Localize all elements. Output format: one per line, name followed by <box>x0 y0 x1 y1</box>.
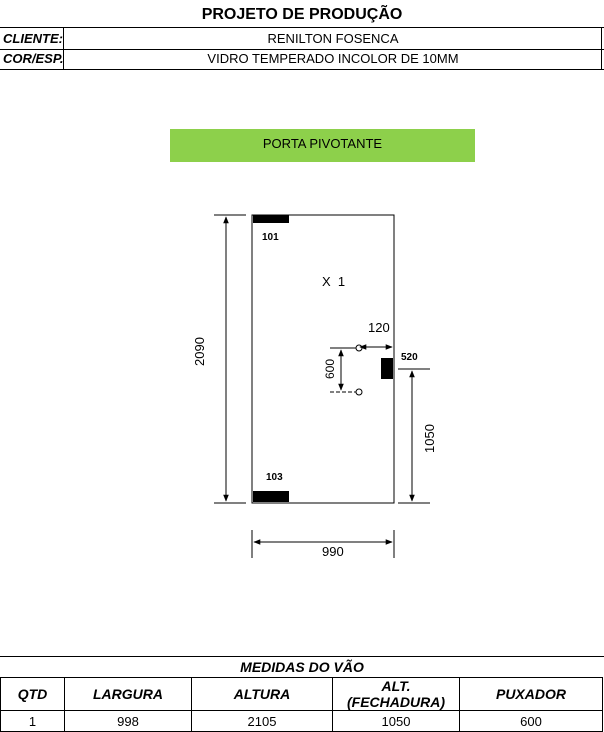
cell-qtd: 1 <box>1 711 65 732</box>
client-value: RENILTON FOSENCA <box>65 28 602 49</box>
width-dim-label: 990 <box>322 544 344 559</box>
height-dim-label: 2090 <box>192 337 207 366</box>
table-row <box>1 711 603 732</box>
bottom-pivot <box>253 491 289 502</box>
cell-alt-fechadura: 1050 <box>333 711 460 732</box>
quantity-mark: X 1 <box>322 274 346 289</box>
color-label: COR/ESP. <box>0 48 64 69</box>
measures-title: MEDIDAS DO VÃO <box>0 656 604 677</box>
top-pivot <box>253 215 289 223</box>
page-title: PROJETO DE PRODUÇÃO <box>201 6 403 23</box>
col-puxador: PUXADOR <box>460 678 603 711</box>
lock-code: 520 <box>401 352 418 363</box>
cell-puxador: 600 <box>460 711 603 732</box>
handle-bottom-hole <box>356 389 362 395</box>
measures-table <box>0 677 603 732</box>
handle-size-dim-label: 600 <box>323 358 337 379</box>
lock-dim-label: 1050 <box>422 424 437 453</box>
bottom-pivot-code: 103 <box>266 472 283 483</box>
col-alt-fechadura: ALT. (FECHADURA) <box>333 678 460 711</box>
lock <box>381 358 393 379</box>
color-value: VIDRO TEMPERADO INCOLOR DE 10MM <box>65 48 602 69</box>
top-pivot-code: 101 <box>262 232 279 243</box>
handle-offset-dim-label: 120 <box>368 320 390 335</box>
client-label: CLIENTE: <box>0 28 64 49</box>
col-qtd: QTD <box>1 678 65 711</box>
product-type-banner: PORTA PIVOTANTE <box>170 129 475 162</box>
cell-altura: 2105 <box>192 711 333 732</box>
measures-header-row <box>1 678 603 711</box>
handle-top-hole <box>356 345 362 351</box>
cell-largura: 998 <box>65 711 192 732</box>
col-altura: ALTURA <box>192 678 333 711</box>
col-largura: LARGURA <box>65 678 192 711</box>
